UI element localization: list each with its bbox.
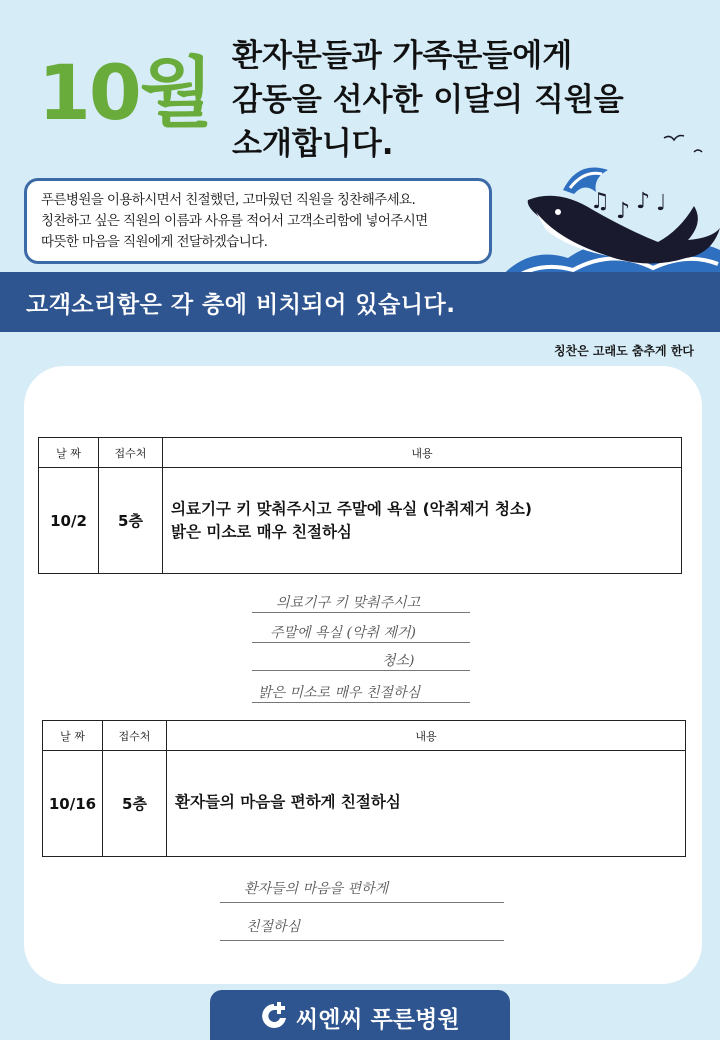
headline-line: 소개합니다. [232,126,394,162]
table-row [39,468,682,574]
month-title: 10월 [38,48,212,137]
date-header: 날 짜 [43,721,103,751]
place-header: 접수처 [103,721,167,751]
date-header: 날 짜 [39,438,99,468]
entry-content-line: 밝은 미소로 매우 친절하심 [171,522,352,541]
handwritten-note [220,874,504,946]
content-header: 내용 [163,438,682,468]
svg-text:♪: ♪ [616,199,631,224]
handwriting-line: 친절하심 [246,919,301,935]
handwriting-line: 청소) [382,653,415,669]
banner [0,272,720,332]
svg-text:♫: ♫ [590,189,610,214]
hospital-name: 씨엔씨 푸른병원 [296,1007,460,1033]
notice-box [24,178,492,264]
place-header: 접수처 [99,438,163,468]
content-header: 내용 [167,721,686,751]
entry-place: 5층 [103,751,167,857]
banner-text: 고객소리함은 각 층에 비치되어 있습니다. [26,292,456,318]
slogan: 칭찬은 고래도 춤추게 한다 [553,344,694,358]
handwriting-line: 환자들의 마음을 편하게 [244,881,389,897]
entry-content-line: 의료기구 키 맞춰주시고 주말에 욕실 (악취제거 청소) [171,499,532,518]
entry-place: 5층 [99,468,163,574]
entry-date: 10/2 [39,468,99,574]
entry-date: 10/16 [43,751,103,857]
notice-line: 푸른병원을 이용하시면서 친절했던, 고마웠던 직원을 칭찬해주세요. [41,192,416,208]
entry-content-line: 환자들의 마음을 편하게 친절하심 [175,793,401,811]
table-row [43,751,686,857]
entry-table [42,720,686,857]
table-header-row [43,721,686,751]
notice-line: 칭찬하고 싶은 직원의 이름과 사유를 적어서 고객소리함에 넣어주시면 [41,213,428,229]
headline-line: 환자분들과 가족분들에게 [232,38,573,74]
entry-content [163,468,682,574]
notice-line: 따뜻한 마음을 직원에게 전달하겠습니다. [41,234,268,250]
headline-line: 감동을 선사한 이달의 직원을 [232,82,624,118]
handwriting-line: 주말에 욕실 (악취 제거) [270,625,416,641]
entry-table [38,437,682,574]
handwriting-line: 밝은 미소로 매우 친절하심 [258,685,421,701]
handwritten-note [252,586,470,706]
hospital-logo-icon [258,1000,290,1032]
table-header-row [39,438,682,468]
handwriting-line: 의료기구 키 맞춰주시고 [276,595,421,611]
seagull-icon [664,136,702,153]
entry-content [167,751,686,857]
svg-text:♩: ♩ [656,191,667,216]
svg-text:♪: ♪ [636,189,651,214]
footer-brand [210,990,510,1040]
